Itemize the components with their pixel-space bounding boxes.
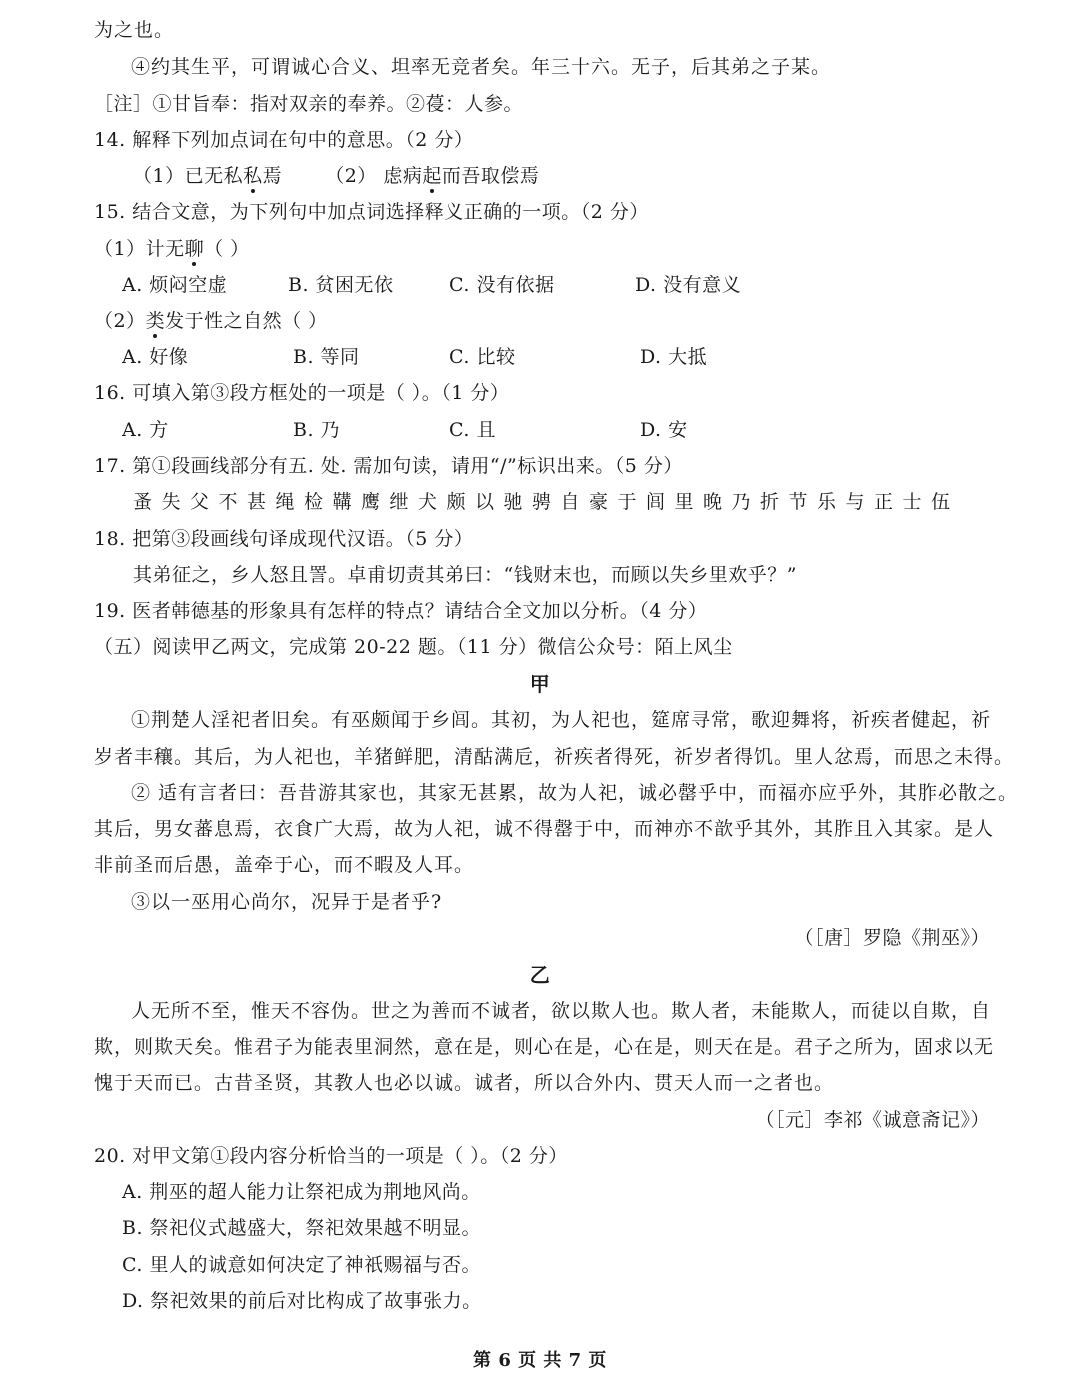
jia-paragraph-3: ③以一巫用心尚尔，况异于是者乎? — [131, 891, 443, 913]
question-16: 16. 可填入第③段方框处的一项是（ ）。（1 分） — [94, 382, 510, 404]
q15-1-option-a: A. 烦闷空虚 — [122, 274, 228, 296]
question-17: 17. 第①段画线部分有五. 处. 需加句读，请用“/”标识出来。（5 分） — [94, 455, 683, 477]
q17-unpunctuated-text: 蚤失父不甚绳检鞲鹰绁犬颇以驰骋自豪于闾里晚乃折节乐与正士伍 — [133, 491, 960, 513]
question-18: 18. 把第③段画线句译成现代汉语。（5 分） — [94, 528, 474, 550]
q15-2-option-b: B. 等同 — [293, 346, 360, 368]
q14-item1-suffix: 焉 — [262, 165, 283, 187]
q14-dotted-word-1: 私 — [243, 165, 263, 187]
q15-1-option-b: B. 贫困无依 — [288, 274, 394, 296]
yi-line-1: 人无所不至，惟天不容伪。世之为善而不诚者，欲以欺人也。欺人者，未能欺人，而徒以自欺，自 — [131, 1000, 992, 1022]
q16-option-c: C. 且 — [449, 419, 496, 441]
q20-option-a: A. 荆巫的超人能力让祭祀成为荆地风尚。 — [122, 1181, 481, 1203]
q16-option-b: B. 乃 — [293, 419, 341, 441]
jia-paragraph-2-line-1: ② 适有言者曰：吾昔游其家也，其家无甚累，故为人祀，诚必罄乎中，而福亦应乎外，其胙必散之。 — [131, 782, 1019, 804]
q18-sentence: 其弟征之，乡人怒且詈。卓甫切责其弟曰：“钱财末也，而顾以失乡里欢乎？” — [133, 564, 797, 586]
q15-item2-suffix: 发于性之自然（ ） — [165, 310, 328, 332]
q16-option-a: A. 方 — [122, 419, 169, 441]
q15-2-option-d: D. 大抵 — [640, 346, 708, 368]
q15-item2-prefix: （2） — [94, 310, 146, 332]
q16-option-d: D. 安 — [640, 419, 688, 441]
answer-blank: （ ） — [204, 238, 250, 260]
yi-source: （［元］李祁《诚意斋记》） — [755, 1109, 990, 1131]
section-5-heading: （五）阅读甲乙两文，完成第 20-22 题。（11 分）微信公众号：陌上风尘 — [94, 636, 733, 658]
jia-source: （［唐］罗隐《荆巫》） — [794, 927, 990, 949]
yi-line-2: 欺，则欺天矣。惟君子为能表里洞然，意在是，则心在是，心在是，则天在是。君子之所为，固求以无 — [94, 1036, 995, 1058]
annotation-note: ［注］①甘旨奉：指对双亲的奉养。②葠：人参。 — [94, 93, 524, 115]
jia-paragraph-2-line-2: 其后，男女蕃息焉，衣食广大焉，故为人祀，诚不得罄于中，而神亦不歆乎其外，其胙且入其家。是人 — [94, 818, 995, 840]
q20-option-b: B. 祭祀仪式越盛大，祭祀效果越不明显。 — [122, 1217, 482, 1239]
q14-dotted-word-2: 起 — [422, 165, 442, 187]
question-15-item-2 — [94, 309, 328, 333]
q15-1-option-d: D. 没有意义 — [635, 274, 742, 296]
passage-line: 为之也。 — [94, 19, 175, 41]
q20-option-c: C. 里人的诚意如何决定了神祇赐福与否。 — [122, 1254, 481, 1276]
yi-line-3: 愧于天而已。古昔圣贤，其教人也必以诚。诚者，所以合外内、贯天人而一之者也。 — [94, 1072, 835, 1094]
page-footer: 第 6 页 共 7 页 — [473, 1350, 607, 1371]
passage-paragraph-4: ④约其生平，可谓诚心合义、坦率无竞者矣。年三十六。无子，后其弟之子某。 — [131, 56, 832, 78]
jia-paragraph-1-line-2: 岁者丰穰。其后，为人祀也，羊猪鲜肥，清酤满卮，祈疾者得死，祈岁者得饥。里人忿焉，而思之未得。 — [94, 746, 1015, 768]
question-15-item-1 — [94, 237, 250, 261]
q15-dotted-word-1: 聊 — [184, 238, 205, 260]
question-19: 19. 医者韩德基的形象具有怎样的特点？请结合全文加以分析。（4 分） — [94, 600, 708, 622]
jia-paragraph-2-line-3: 非前圣而后愚，盖牵于心，而不暇及人耳。 — [94, 854, 475, 876]
passage-yi-title: 乙 — [529, 963, 551, 987]
q14-item2-suffix: 而吾取偿焉 — [441, 165, 540, 187]
q15-2-option-c: C. 比较 — [449, 346, 516, 368]
q15-1-option-c: C. 没有依据 — [449, 274, 555, 296]
q14-item1-prefix: （1）已无私 — [133, 165, 244, 187]
q15-dotted-word-2: 类 — [145, 310, 166, 332]
jia-paragraph-1-line-1: ①荆楚人淫祀者旧矣。有巫颇闻于乡闾。其初，为人祀也，筵席寻常，歌迎舞将，祈疾者健起，祈 — [131, 709, 992, 731]
passage-jia-title: 甲 — [529, 672, 551, 696]
question-15: 15. 结合文意，为下列句中加点词选择释义正确的一项。（2 分） — [94, 201, 649, 223]
q15-item1-prefix: （1）计无 — [94, 238, 185, 260]
q15-2-option-a: A. 好像 — [122, 346, 189, 368]
q20-option-d: D. 祭祀效果的前后对比构成了故事张力。 — [122, 1290, 482, 1312]
question-20: 20. 对甲文第①段内容分析恰当的一项是（ ）。（2 分） — [94, 1145, 568, 1167]
q14-item2-prefix: （2） 虑病 — [325, 165, 423, 187]
question-14-items — [133, 164, 539, 188]
question-14: 14. 解释下列加点词在句中的意思。（2 分） — [94, 129, 474, 151]
